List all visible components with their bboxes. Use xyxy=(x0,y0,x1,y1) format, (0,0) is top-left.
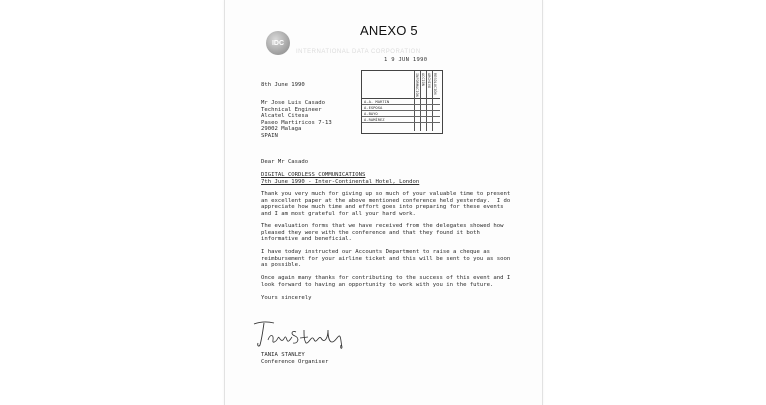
routing-col-archive: ARCHIVO xyxy=(427,73,431,89)
address-line: Paseo Martiricos 7-13 xyxy=(261,119,332,126)
signatory-block xyxy=(261,352,328,365)
routing-name: A.A. MARTIN xyxy=(364,99,390,104)
paragraph-evaluation xyxy=(261,223,503,243)
address-line: SPAIN xyxy=(261,132,278,139)
body-line: reimbursement for your airline ticket and this will be sent to you as soon xyxy=(261,255,511,262)
routing-name: A.ESPOSA xyxy=(364,105,383,110)
body-line: and I am most grateful for all your hard work. xyxy=(261,210,416,217)
routing-name: A.RAMÍREZ xyxy=(364,117,385,122)
subject-line: 7th June 1990 - Inter-Continental Hotel, London xyxy=(261,178,420,185)
routing-name: A.BAYO xyxy=(364,111,378,116)
subject-block xyxy=(261,172,419,185)
paragraph-closing xyxy=(261,275,510,288)
salutation: Dear Mr Casado xyxy=(261,159,309,165)
body-line: look forward to having an opportunity to work with you in the future. xyxy=(261,281,494,288)
body-line: The evaluation forms that we have received from the delegates showed how xyxy=(261,223,504,229)
address-line: Mr Jose Luis Casado xyxy=(261,100,325,106)
body-line: Thank you very much for giving up so much of your valuable time to present xyxy=(261,191,511,197)
received-stamp-date: 1 9 JUN 1990 xyxy=(384,57,428,63)
company-logo xyxy=(266,31,290,55)
left-margin xyxy=(0,0,224,405)
routing-col-resolution: RESOLUCIÓN xyxy=(433,73,437,95)
routing-stamp xyxy=(361,70,443,134)
annex-label: ANEXO 5 xyxy=(360,23,418,38)
routing-row-line xyxy=(362,122,440,123)
address-line: 29002 Malaga xyxy=(261,126,302,133)
address-line: Alcatel Citesa xyxy=(261,113,309,120)
letterhead-org: INTERNATIONAL DATA CORPORATION xyxy=(296,49,421,55)
body-line: pleased they were with the conference and that they found it both xyxy=(261,229,480,236)
handwritten-signature xyxy=(252,318,352,350)
body-line: informative and beneficial. xyxy=(261,236,352,243)
body-line: appreciate how much time and effort goes into preparing for these events xyxy=(261,204,504,211)
recipient-address xyxy=(261,100,332,140)
letter-date: 8th June 1990 xyxy=(261,82,305,88)
routing-col-info: INFORMACIÓN xyxy=(415,73,419,97)
paragraph-thanks xyxy=(261,191,510,217)
subject-line: DIGITAL CORDLESS COMMUNICATIONS xyxy=(261,172,366,178)
signatory-name: TANIA STANLEY xyxy=(261,352,305,358)
body-line: as possible. xyxy=(261,262,302,269)
signatory-title: Conference Organiser xyxy=(261,358,329,365)
address-line: Technical Engineer xyxy=(261,106,322,113)
body-line: Once again many thanks for contributing to the success of this event and I xyxy=(261,275,511,281)
routing-col-action: ACCIÓN xyxy=(421,73,425,86)
body-line: an excellent paper at the above mentioned conference held yesterday. I do xyxy=(261,197,511,204)
logo-text: IDC xyxy=(271,39,285,47)
closing-phrase: Yours sincerely xyxy=(261,295,312,301)
body-line: I have today instructed our Accounts Department to raise a cheque as xyxy=(261,249,491,255)
paragraph-reimbursement xyxy=(261,249,510,269)
